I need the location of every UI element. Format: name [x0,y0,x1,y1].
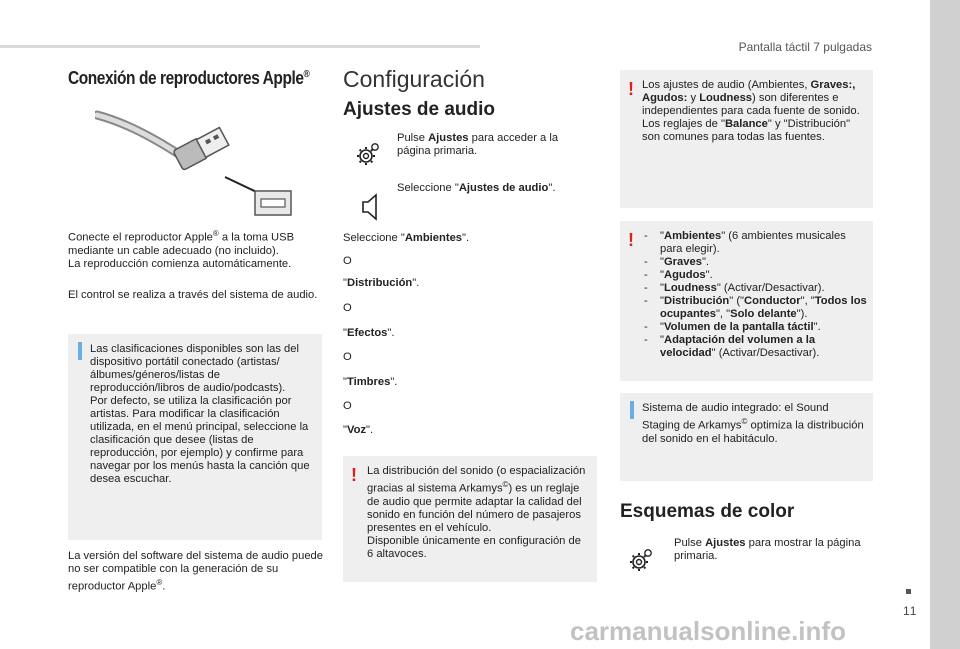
step-select-audio: Seleccione "Ajustes de audio". [397,182,556,194]
software-paragraph: La versión del software del sistema de audio puede no ser compatible con la generación de su reproductor Apple®. [68,550,323,593]
list-item: - "Graves". [644,256,868,269]
select-ambientes: Seleccione "Ambientes". [343,232,470,244]
info-icon [630,401,634,419]
warning-note-audio-settings: ! Los ajustes de audio (Ambientes, Graves:, Agudos: y Loudness) son diferentes e independientes para cada fuente de sonido. Los reglajes de "Balance" y "Distribución" son comunes para todas las fuentes. [620,70,873,208]
control-paragraph: El control se realiza a través del sistema de audio. [68,289,318,301]
option-timbres: "Timbres". [343,376,398,388]
list-item: - "Volumen de la pantalla táctil". [644,321,868,334]
warning-icon: ! [351,465,357,485]
section-title-apple: Conexión de reproductores Apple® [68,68,310,88]
step-show-primary-page: Pulse Ajustes para mostrar la página primaria. [674,537,861,562]
warning-icon: ! [628,230,634,250]
configuration-title: Configuración [343,66,485,92]
usb-cable-illustration [95,105,300,220]
list-item: - "Adaptación del volumen a la velocidad" (Activar/Desactivar). [644,334,868,360]
usb-connect-paragraph: Conecte el reproductor Apple® a la toma USB mediante un cable adecuado (no incluido). La reproducción comienza automáticamente. [68,229,295,270]
option-distribucion: "Distribución". [343,277,420,289]
warning-note-distribution: ! La distribución del sonido (o espacialización gracias al sistema Arkamys©) es un reglaje de audio que permite adaptar la calidad del sonido en función del número de pasajeros presentes en el vehículo. Disponible únicamente en configuración de 6 altavoces. [343,456,597,582]
or-3: O [343,351,352,363]
options-list [644,230,868,360]
list-item: - "Loudness" (Activar/Desactivar). [644,282,868,295]
info-note-classification: Las clasificaciones disponibles son las del dispositivo portátil conectado (artistas/álbumes/géneros/listas de reproducción/libros de audio/podcasts). Por defecto, se utiliza la clasificación por artistas. Para modificar la clasificación utilizada, en el menú principal, seleccione la clasificación que desee (listas de reproducción, por ejemplo) y confirme para navegar por los menús hasta la canción que desea escuchar. [68,334,322,540]
side-band [930,0,960,649]
or-4: O [343,400,352,412]
watermark: carmanualsonline.info [570,616,846,646]
page-marker [906,589,911,594]
speaker-icon [360,193,380,221]
or-2: O [343,302,352,314]
info-icon [78,342,82,360]
or-1: O [343,255,352,267]
color-schemes-title: Esquemas de color [620,501,795,522]
page-header: Pantalla táctil 7 pulgadas [738,40,872,54]
top-rule [0,45,480,48]
info-note-sound-staging: Sistema de audio integrado: el Sound Staging de Arkamys© optimiza la distribución del sonido en el habitáculo. [620,393,873,481]
step-open-settings: Pulse Ajustes para acceder a la página primaria. [397,132,559,157]
page-number: 11 [903,604,918,618]
list-item: - "Ambientes" (6 ambientes musicales para elegir). [644,230,868,256]
list-item: - "Distribución" ("Conductor", "Todos los ocupantes", "Solo delante"). [644,295,868,321]
settings-gear-icon [628,547,654,573]
audio-settings-title: Ajustes de audio [343,99,496,120]
warning-note-options-list [620,221,873,381]
warning-icon: ! [628,79,634,99]
list-item: - "Agudos". [644,269,868,282]
option-efectos: "Efectos". [343,327,395,339]
option-voz: "Voz". [343,424,374,436]
settings-gear-icon [355,141,381,167]
